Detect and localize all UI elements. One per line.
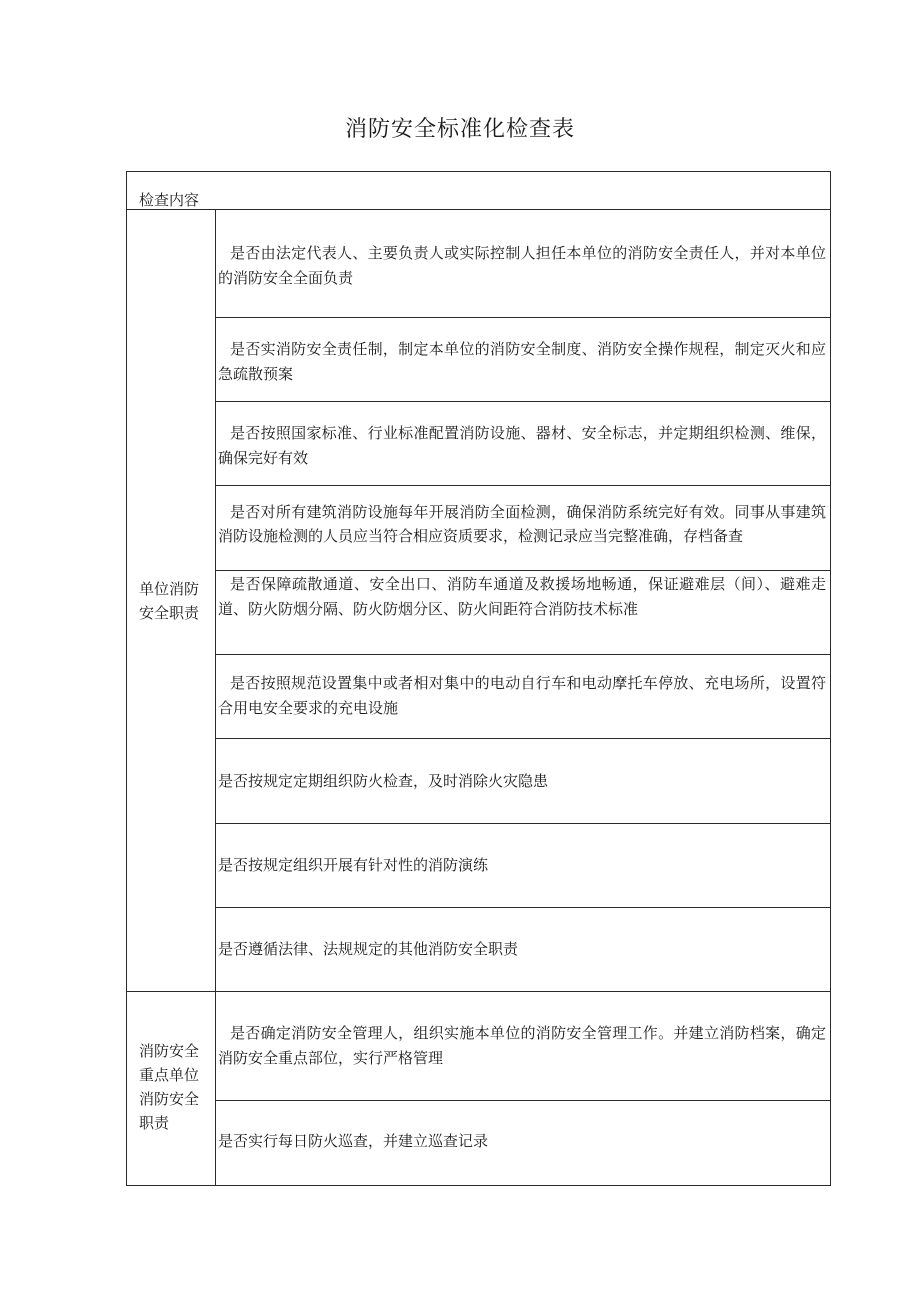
item-text: 是否保障疏散通道、安全出口、消防车通道及救援场地畅通，保证避难层（间）、避难走道、防火防烟分隔、防火防烟分区、防火间距符合消防技术标准 — [218, 575, 826, 618]
category-cell — [127, 992, 216, 1185]
item-text: 是否按规定定期组织防火检查，及时消除火灾隐患 — [218, 772, 549, 790]
category-label: 单位消防安全职责 — [139, 580, 200, 622]
items-column — [216, 992, 830, 1185]
table-row — [216, 210, 830, 318]
table-row — [216, 655, 830, 739]
document-title: 消防安全标准化检查表 — [344, 117, 575, 142]
table-row — [216, 824, 830, 908]
table-row — [216, 402, 830, 486]
item-text: 是否实消防安全责任制，制定本单位的消防安全制度、消防安全操作规程，制定灭火和应急疏散预案 — [218, 340, 826, 383]
table-row — [216, 318, 830, 402]
item-text: 是否按照规范设置集中或者相对集中的电动自行车和电动摩托车停放、充电场所，设置符合用电安全要求的充电设施 — [218, 674, 826, 717]
table-header-row — [127, 172, 830, 210]
category-cell — [127, 210, 216, 991]
header-label: 检查内容 — [139, 191, 200, 209]
item-text: 是否按照国家标准、行业标准配置消防设施、器材、安全标志，并定期组织检测、维保，确保完好有效 — [218, 424, 826, 467]
category-label: 消防安全重点单位消防安全职责 — [139, 1042, 200, 1132]
table-row — [216, 992, 830, 1101]
inspection-table — [126, 171, 831, 1186]
item-text: 是否按规定组织开展有针对性的消防演练 — [218, 856, 489, 874]
table-row — [216, 486, 830, 571]
section-unit-responsibilities — [127, 210, 830, 992]
item-text: 是否由法定代表人、主要负责人或实际控制人担任本单位的消防安全责任人，并对本单位的消防安全全面负责 — [218, 244, 826, 287]
table-row — [216, 739, 830, 824]
item-text: 是否实行每日防火巡查，并建立巡查记录 — [218, 1132, 489, 1150]
section-key-unit-responsibilities — [127, 992, 830, 1185]
table-row — [216, 571, 830, 655]
item-text: 是否确定消防安全管理人，组织实施本单位的消防安全管理工作。并建立消防档案，确定消防安全重点部位，实行严格管理 — [218, 1024, 826, 1067]
item-text: 是否对所有建筑消防设施每年开展消防全面检测，确保消防系统完好有效。同事从事建筑消防设施检测的人员应当符合相应资质要求，检测记录应当完整准确，存档备查 — [218, 503, 826, 545]
items-column — [216, 210, 830, 991]
table-row — [216, 1101, 830, 1185]
table-row — [216, 908, 830, 992]
item-text: 是否遵循法律、法规规定的其他消防安全职责 — [218, 940, 519, 958]
